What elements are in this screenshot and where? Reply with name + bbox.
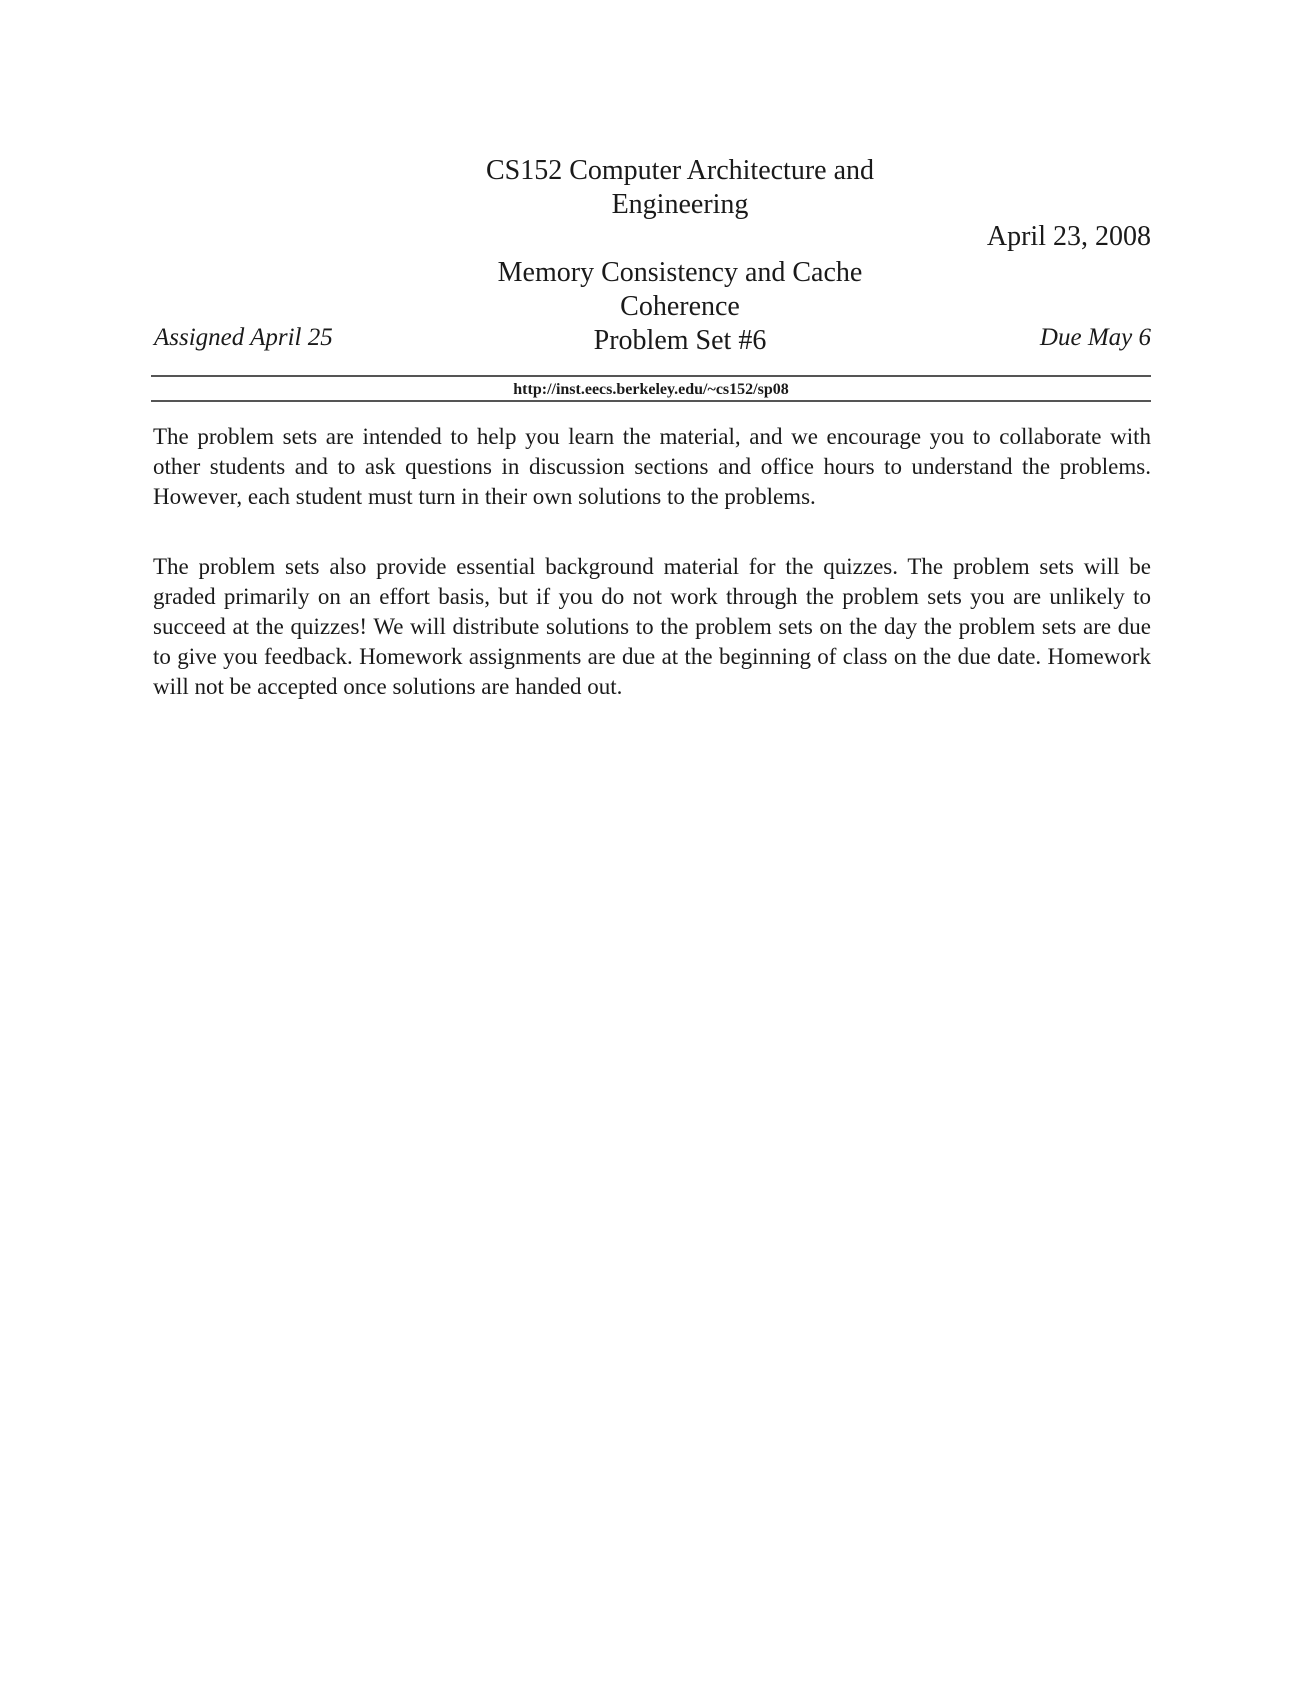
- top-divider: [151, 375, 1151, 377]
- intro-paragraph: The problem sets are intended to help you learn the material, and we encourage you to collaborate with other students and to ask questions in discussion sections and office hours to understand the problems. However, each student must turn in their own solutions to the problems.: [153, 424, 1151, 509]
- topic-title-line2: Coherence: [620, 291, 740, 322]
- bottom-divider: [151, 400, 1151, 402]
- topic-title-line1: Memory Consistency and Cache: [497, 257, 863, 288]
- course-url: http://inst.eecs.berkeley.edu/~cs152/sp08: [513, 381, 789, 398]
- document-date: April 23, 2008: [986, 221, 1151, 252]
- course-title-line1: CS152 Computer Architecture and: [485, 155, 875, 186]
- due-date: Due May 6: [1039, 324, 1151, 351]
- assigned-date: Assigned April 25: [154, 324, 333, 351]
- problem-set-title: Problem Set #6: [593, 325, 767, 356]
- course-title-line2: Engineering: [611, 189, 749, 220]
- policy-paragraph: The problem sets also provide essential background material for the quizzes. The problem sets will be graded primarily on an effort basis, but if you do not work through the problem sets you are unlikely to succeed at the quizzes! We will distribute solutions to the problem sets on the day the problem sets are due to give you feedback. Homework assignments are due at the beginning of class on the due date. Homework will not be accepted once solutions are handed out.: [153, 554, 1151, 699]
